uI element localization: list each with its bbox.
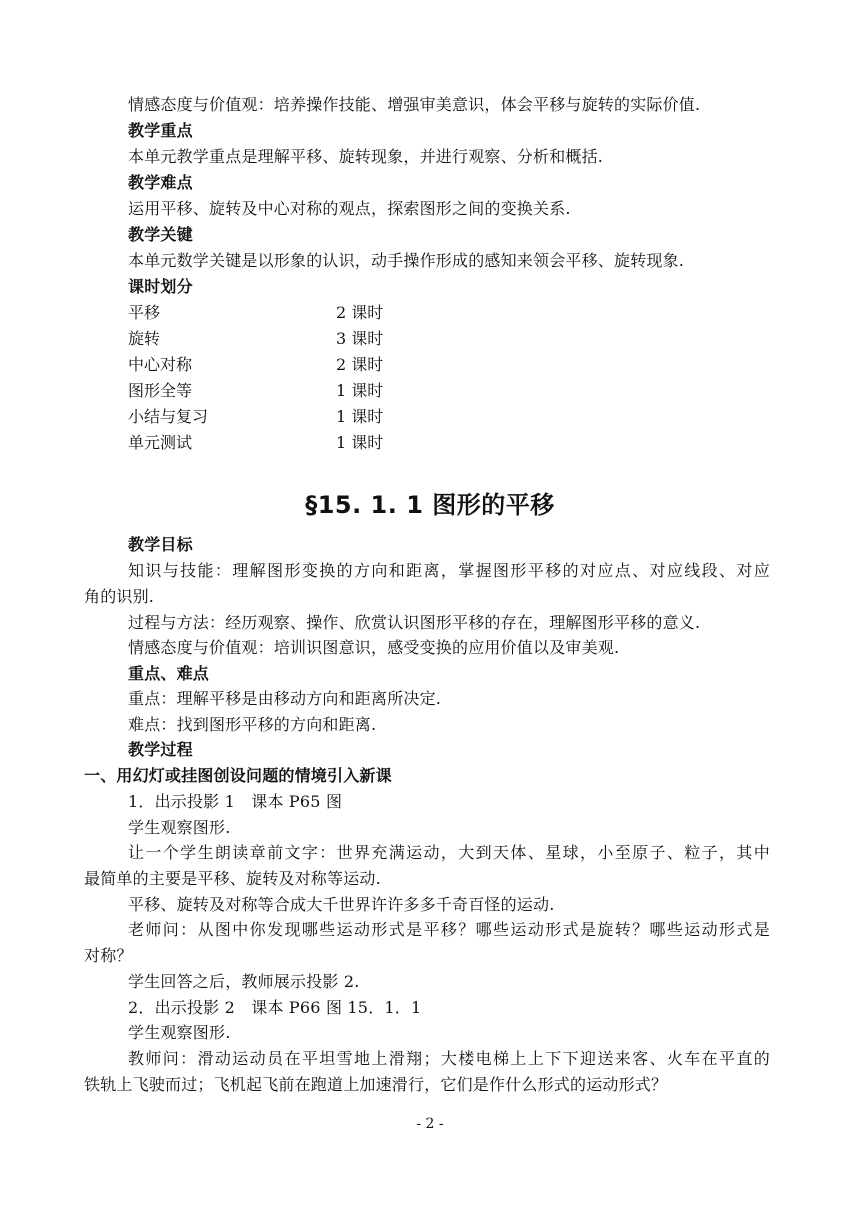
attitude-values-line: 情感态度与价值观：培养操作技能、增强审美意识，体会平移与旋转的实际价值. — [128, 95, 701, 114]
schedule-item-hours: 1 课时 — [336, 381, 384, 400]
schedule-item-hours: 1 课时 — [336, 407, 384, 426]
page-number: - 2 - — [416, 1116, 444, 1132]
schedule-item-hours: 3 课时 — [336, 329, 384, 348]
schedule-item-name: 平移 — [128, 303, 161, 322]
teacher-ask-line-2: 铁轨上飞驶而过；飞机起飞前在跑道上加速滑行，它们是作什么形式的运动形式？ — [84, 1075, 668, 1094]
teaching-key-heading: 教学关键 — [128, 225, 193, 244]
goal-knowledge-line-1: 知识与技能：理解图形变换的方向和距离，掌握图形平移的对应点、对应线段、对应 — [128, 561, 770, 580]
goal-attitude-line: 情感态度与价值观：培训识图意识，感受变换的应用价值以及审美观. — [128, 638, 620, 657]
show-projection-1: 1．出示投影 1 课本 P65 图 — [128, 792, 343, 811]
difficulty-point-text: 难点：找到图形平移的方向和距离. — [128, 715, 377, 734]
key-points-heading: 重点、难点 — [128, 664, 210, 683]
schedule-item-name: 中心对称 — [128, 355, 193, 374]
schedule-item-name: 旋转 — [128, 329, 161, 348]
teacher-ask-line-1: 教师问：滑动运动员在平坦雪地上滑翔；大楼电梯上上下下迎送来客、火车在平直的 — [128, 1049, 770, 1068]
section-title: §15. 1. 1 图形的平移 — [305, 491, 555, 519]
schedule-heading: 课时划分 — [128, 277, 193, 296]
teaching-difficulty-heading: 教学难点 — [128, 173, 193, 192]
schedule-item-name: 单元测试 — [128, 433, 193, 452]
schedule-item-hours: 1 课时 — [336, 433, 384, 452]
schedule-item-hours: 2 课时 — [336, 303, 384, 322]
goal-knowledge-line-2: 角的识别. — [84, 587, 155, 606]
teaching-key-text: 本单元数学关键是以形象的认识，动手操作形成的感知来领会平移、旋转现象. — [128, 251, 685, 270]
teaching-difficulty-text: 运用平移、旋转及中心对称的观点，探索图形之间的变换关系. — [128, 199, 571, 218]
part-one-heading: 一、用幻灯或挂图创设问题的情境引入新课 — [84, 766, 392, 785]
schedule-item-name: 图形全等 — [128, 381, 193, 400]
read-intro-line-1: 让一个学生朗读章前文字：世界充满运动，大到天体、星球，小至原子、粒子，其中 — [128, 843, 770, 862]
teaching-focus-heading: 教学重点 — [128, 121, 193, 140]
teaching-focus-text: 本单元教学重点是理解平移、旋转现象，并进行观察、分析和概括. — [128, 147, 604, 166]
observe-figure-1: 学生观察图形. — [128, 818, 231, 837]
combination-line: 平移、旋转及对称等合成大千世界许许多多千奇百怪的运动. — [128, 895, 555, 914]
observe-figure-2: 学生观察图形. — [128, 1023, 231, 1042]
read-intro-line-2: 最简单的主要是平移、旋转及对称等运动. — [84, 869, 381, 888]
after-answer-line: 学生回答之后，教师展示投影 2. — [128, 972, 360, 991]
show-projection-2: 2．出示投影 2 课本 P66 图 15．1．1 — [128, 998, 422, 1017]
teaching-goals-heading: 教学目标 — [128, 535, 193, 554]
schedule-item-name: 小结与复习 — [128, 407, 209, 426]
goal-process-line: 过程与方法：经历观察、操作、欣赏认识图形平移的存在，理解图形平移的意义. — [128, 613, 701, 632]
key-point-text: 重点：理解平移是由移动方向和距离所决定. — [128, 689, 442, 708]
teacher-question-line-1: 老师问：从图中你发现哪些运动形式是平移？哪些运动形式是旋转？哪些运动形式是 — [128, 920, 770, 939]
teacher-question-line-2: 对称？ — [84, 946, 133, 965]
schedule-item-hours: 2 课时 — [336, 355, 384, 374]
teaching-process-heading: 教学过程 — [128, 740, 193, 759]
